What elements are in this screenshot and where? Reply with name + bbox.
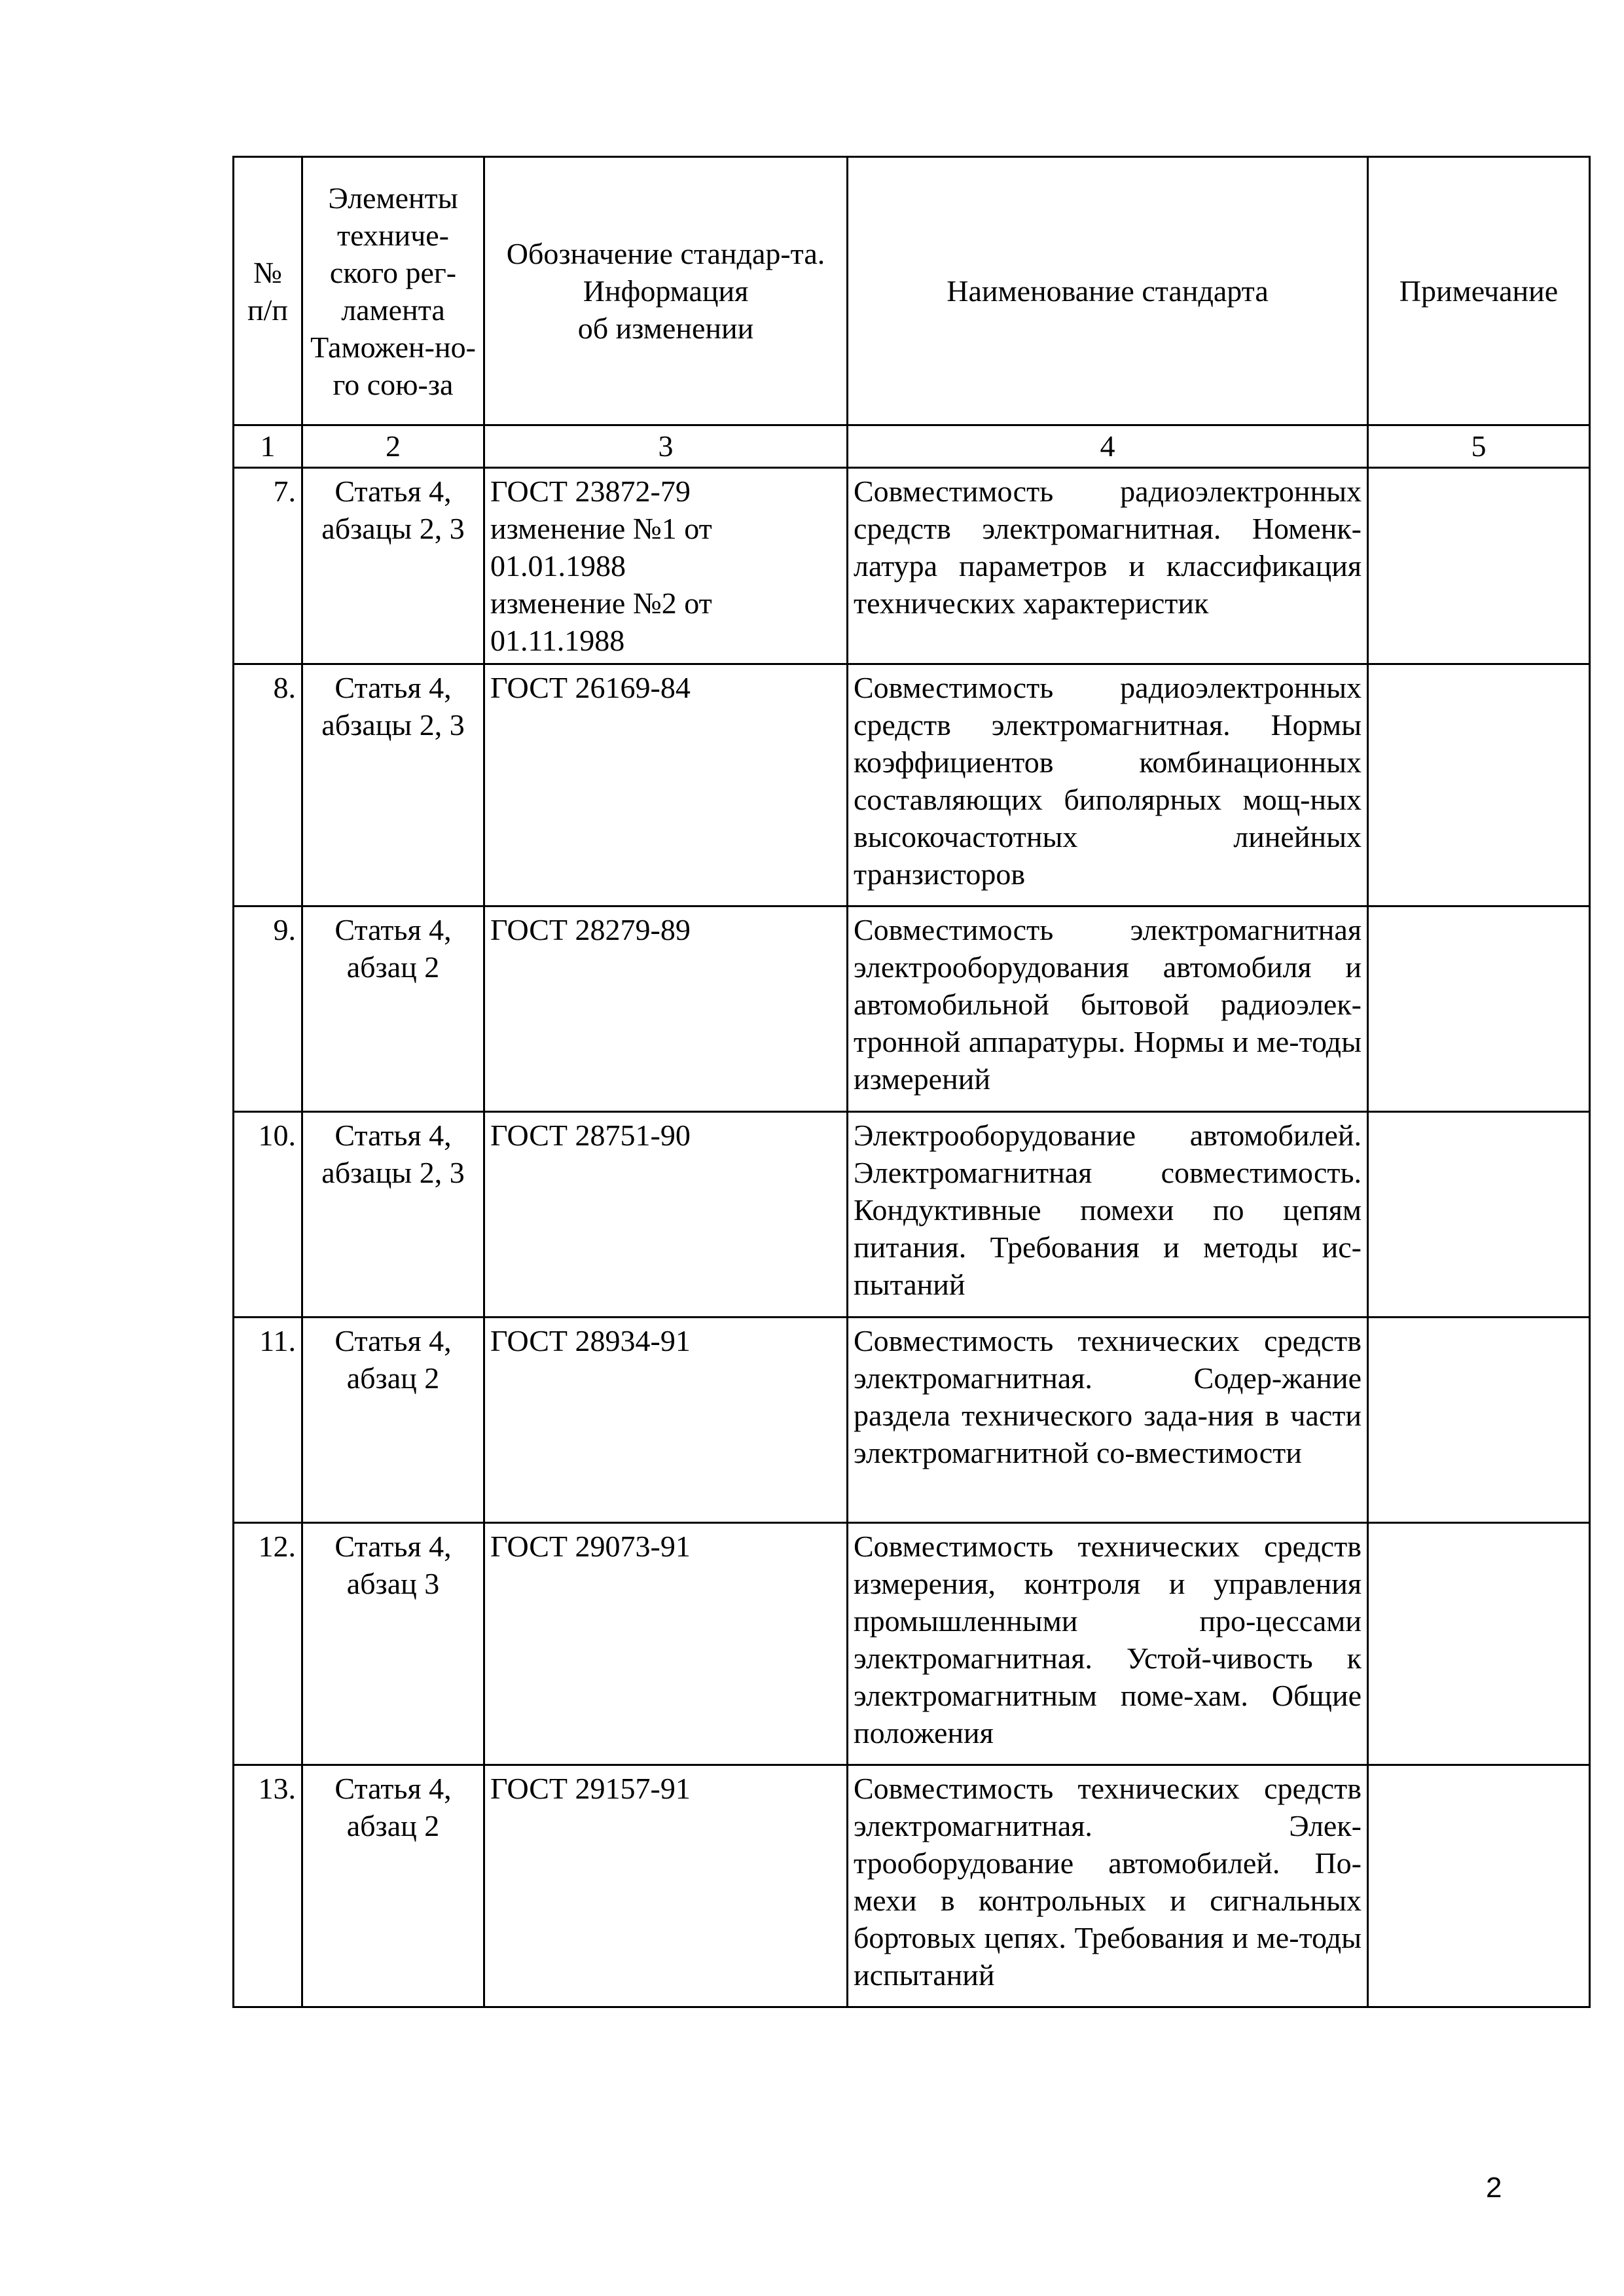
row-designation: ГОСТ 28934-91 bbox=[484, 1318, 848, 1523]
row-element: Статья 4, абзац 2 bbox=[302, 906, 484, 1112]
table-row bbox=[234, 1318, 1590, 1523]
header-name: Наименование стандарта bbox=[848, 157, 1368, 425]
column-index-row bbox=[234, 425, 1590, 468]
row-standard-name: Совместимость электромагнитная электрооборудования автомобиля и автомобильной бытовой радиоэлек-тронной аппаратуры. Нормы и ме-тоды измерений bbox=[848, 906, 1368, 1112]
row-number: 12. bbox=[234, 1523, 302, 1765]
row-designation: ГОСТ 28751-90 bbox=[484, 1112, 848, 1318]
table-row bbox=[234, 906, 1590, 1112]
row-note bbox=[1368, 1318, 1590, 1523]
row-element: Статья 4, абзацы 2, 3 bbox=[302, 1112, 484, 1318]
row-standard-name: Электрооборудование автомобилей. Электромагнитная совместимость. Кондуктивные помехи по цепям питания. Требования и методы ис-пытаний bbox=[848, 1112, 1368, 1318]
row-standard-name: Совместимость технических средств электромагнитная. Содер-жание раздела технического зада-ния в части электромагнитной со-вместимости bbox=[848, 1318, 1368, 1523]
row-element: Статья 4, абзац 3 bbox=[302, 1523, 484, 1765]
row-note bbox=[1368, 1523, 1590, 1765]
header-number: № п/п bbox=[234, 157, 302, 425]
row-designation: ГОСТ 28279-89 bbox=[484, 906, 848, 1112]
row-element: Статья 4, абзацы 2, 3 bbox=[302, 468, 484, 664]
standards-table bbox=[232, 156, 1591, 2008]
row-designation: ГОСТ 26169-84 bbox=[484, 664, 848, 906]
row-number: 7. bbox=[234, 468, 302, 664]
row-designation: ГОСТ 23872-79 изменение №1 от 01.01.1988 изменение №2 от 01.11.1988 bbox=[484, 468, 848, 664]
row-standard-name: Совместимость радиоэлектронных средств электромагнитная. Нормы коэффициентов комбинационных составляющих биполярных мощ-ных высокочастотных линейных транзисторов bbox=[848, 664, 1368, 906]
header-element: Элементы техниче-ского рег-ламента Таможен-но-го сою-за bbox=[302, 157, 484, 425]
header-designation: Обозначение стандар-та. Информация об изменении bbox=[484, 157, 848, 425]
column-index: 3 bbox=[484, 425, 848, 468]
table-row bbox=[234, 1112, 1590, 1318]
row-number: 9. bbox=[234, 906, 302, 1112]
table-row bbox=[234, 468, 1590, 664]
column-index: 4 bbox=[848, 425, 1368, 468]
row-note bbox=[1368, 468, 1590, 664]
column-index: 2 bbox=[302, 425, 484, 468]
row-note bbox=[1368, 1112, 1590, 1318]
page-number: 2 bbox=[1486, 2172, 1502, 2204]
row-standard-name: Совместимость технических средств измерения, контроля и управления промышленными про-цессами электромагнитная. Устой-чивость к электромагнитным поме-хам. Общие положения bbox=[848, 1523, 1368, 1765]
row-note bbox=[1368, 664, 1590, 906]
row-standard-name: Совместимость радиоэлектронных средств электромагнитная. Номенк-латура параметров и классификация технических характеристик bbox=[848, 468, 1368, 664]
row-note bbox=[1368, 906, 1590, 1112]
row-element: Статья 4, абзацы 2, 3 bbox=[302, 664, 484, 906]
row-number: 13. bbox=[234, 1765, 302, 2007]
header-row bbox=[234, 157, 1590, 425]
row-number: 11. bbox=[234, 1318, 302, 1523]
header-note: Примечание bbox=[1368, 157, 1590, 425]
row-number: 10. bbox=[234, 1112, 302, 1318]
row-number: 8. bbox=[234, 664, 302, 906]
row-element: Статья 4, абзац 2 bbox=[302, 1765, 484, 2007]
row-note bbox=[1368, 1765, 1590, 2007]
row-designation: ГОСТ 29157-91 bbox=[484, 1765, 848, 2007]
table-row bbox=[234, 1765, 1590, 2007]
column-index: 5 bbox=[1368, 425, 1590, 468]
table-row bbox=[234, 664, 1590, 906]
row-designation: ГОСТ 29073-91 bbox=[484, 1523, 848, 1765]
table-row bbox=[234, 1523, 1590, 1765]
column-index: 1 bbox=[234, 425, 302, 468]
row-standard-name: Совместимость технических средств электромагнитная. Элек-трооборудование автомобилей. По-мехи в контрольных и сигнальных бортовых цепях. Требования и ме-тоды испытаний bbox=[848, 1765, 1368, 2007]
row-element: Статья 4, абзац 2 bbox=[302, 1318, 484, 1523]
